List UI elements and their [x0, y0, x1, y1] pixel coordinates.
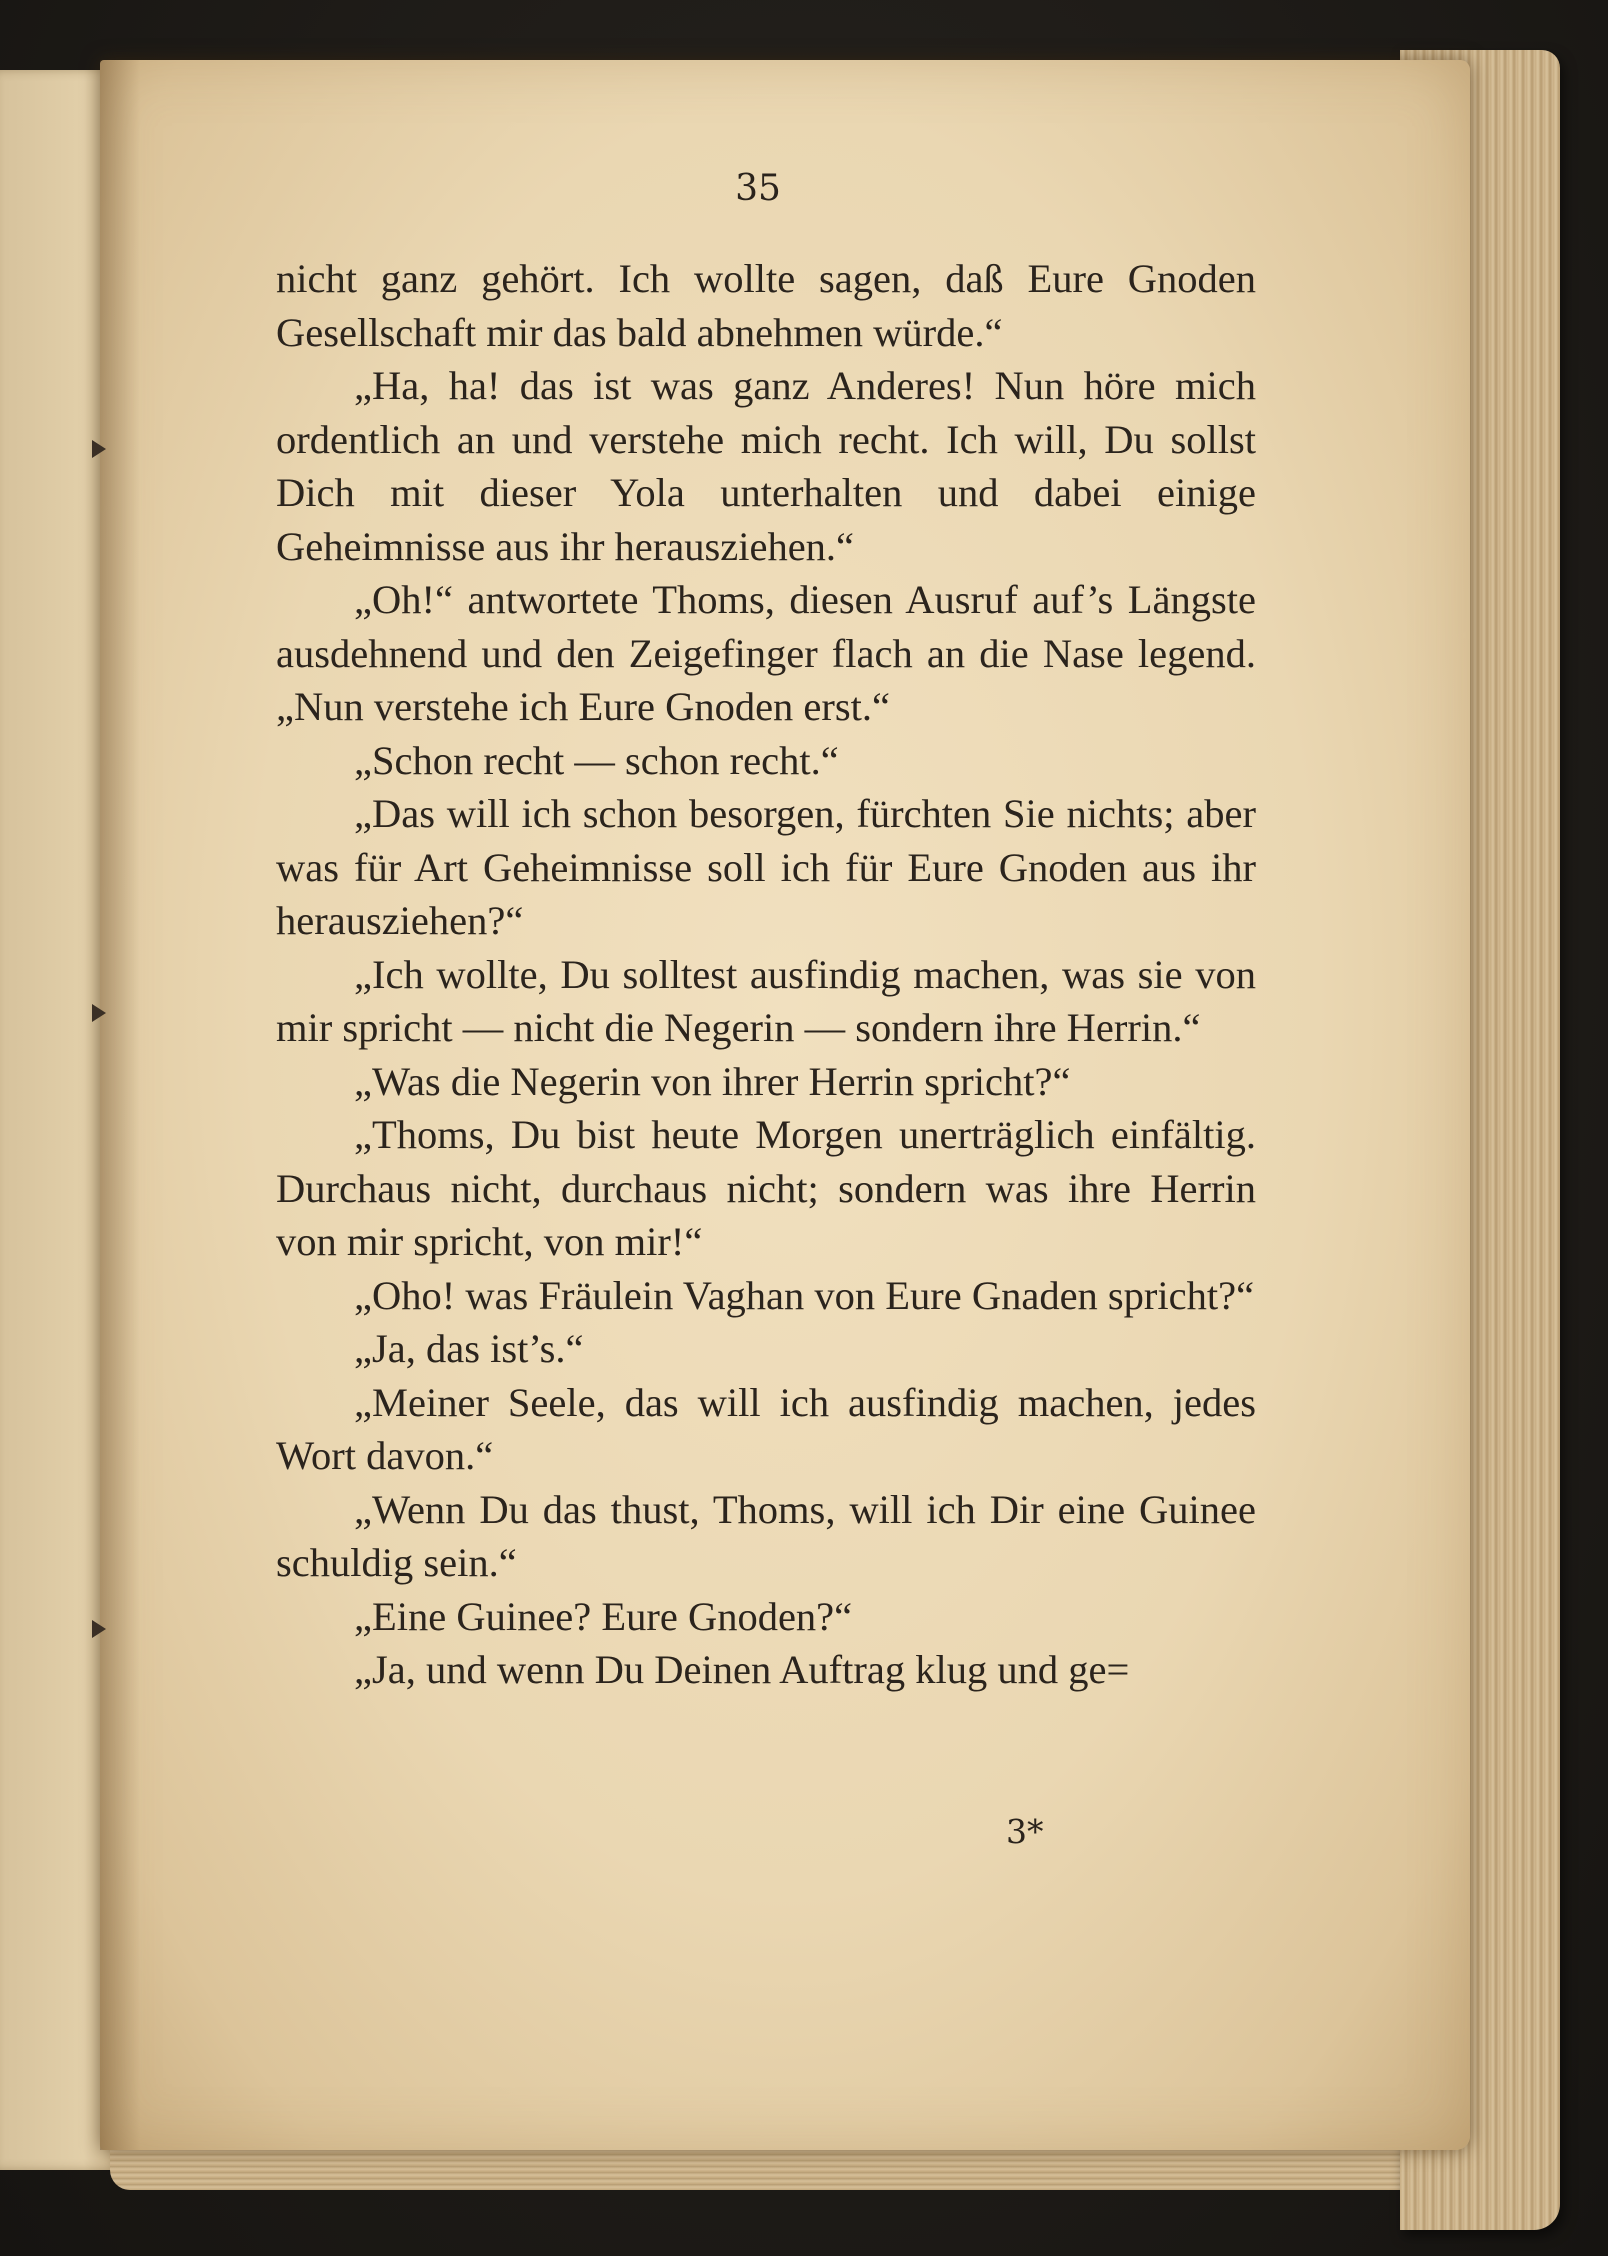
binding-thread-mark [92, 440, 106, 458]
binding-thread-mark [92, 1620, 106, 1638]
paragraph: „Ja, und wenn Du Deinen Auftrag klug und ge= [354, 1647, 1130, 1692]
paragraph: nicht ganz gehört. Ich wollte sagen, daß Eure Gnoden Gesellschaft mir das bald abnehmen würde.“ [276, 256, 1256, 355]
paragraph: „Oh!“ antwortete Thoms, diesen Ausruf auf’s Längste ausdehnend und den Zeigefinger flach an die Nase legend. „Nun verstehe ich Eure Gnoden erst.“ [276, 577, 1256, 729]
body-text [276, 252, 1256, 1697]
paragraph: „Wenn Du das thust, Thoms, will ich Dir eine Guinee schuldig sein.“ [276, 1486, 1256, 1585]
paragraph: „Meiner Seele, das will ich ausfindig machen, jedes Wort davon.“ [276, 1379, 1256, 1478]
binding-thread-mark [92, 1004, 106, 1022]
paragraph: „Schon recht — schon recht.“ [354, 737, 839, 783]
signature-mark: 3* [1006, 1812, 1044, 1851]
paragraph: „Thoms, Du bist heute Morgen unerträglich einfältig. Durchaus nicht, durchaus nicht; sondern was ihre Herrin von mir spricht, von mir!“ [276, 1112, 1256, 1264]
paragraph: „Ha, ha! das ist was ganz Anderes! Nun höre mich ordentlich an und verstehe mich recht. Ich will, Du sollst Dich mit dieser Yola unterhalten und dabei einige Geheimnisse aus ihr herausziehen.“ [276, 363, 1256, 569]
paragraph: „Das will ich schon besorgen, fürchten Sie nichts; aber was für Art Geheimnisse soll ich für Eure Gnoden aus ihr herausziehen?“ [276, 791, 1256, 943]
gutter-shadow [100, 60, 140, 2150]
page-number: 35 [735, 168, 781, 209]
paragraph: „Eine Guinee? Eure Gnoden?“ [354, 1593, 853, 1639]
paragraph: „Ja, das ist’s.“ [354, 1326, 584, 1371]
paragraph: „Oho! was Fräulein Vaghan von Eure Gnaden spricht?“ [354, 1272, 1255, 1318]
paragraph: „Ich wollte, Du solltest ausfindig machen, was sie von mir spricht — nicht die Negerin — sondern ihre Herrin.“ [276, 951, 1256, 1050]
paragraph: „Was die Negerin von ihrer Herrin spricht?“ [354, 1058, 1071, 1104]
